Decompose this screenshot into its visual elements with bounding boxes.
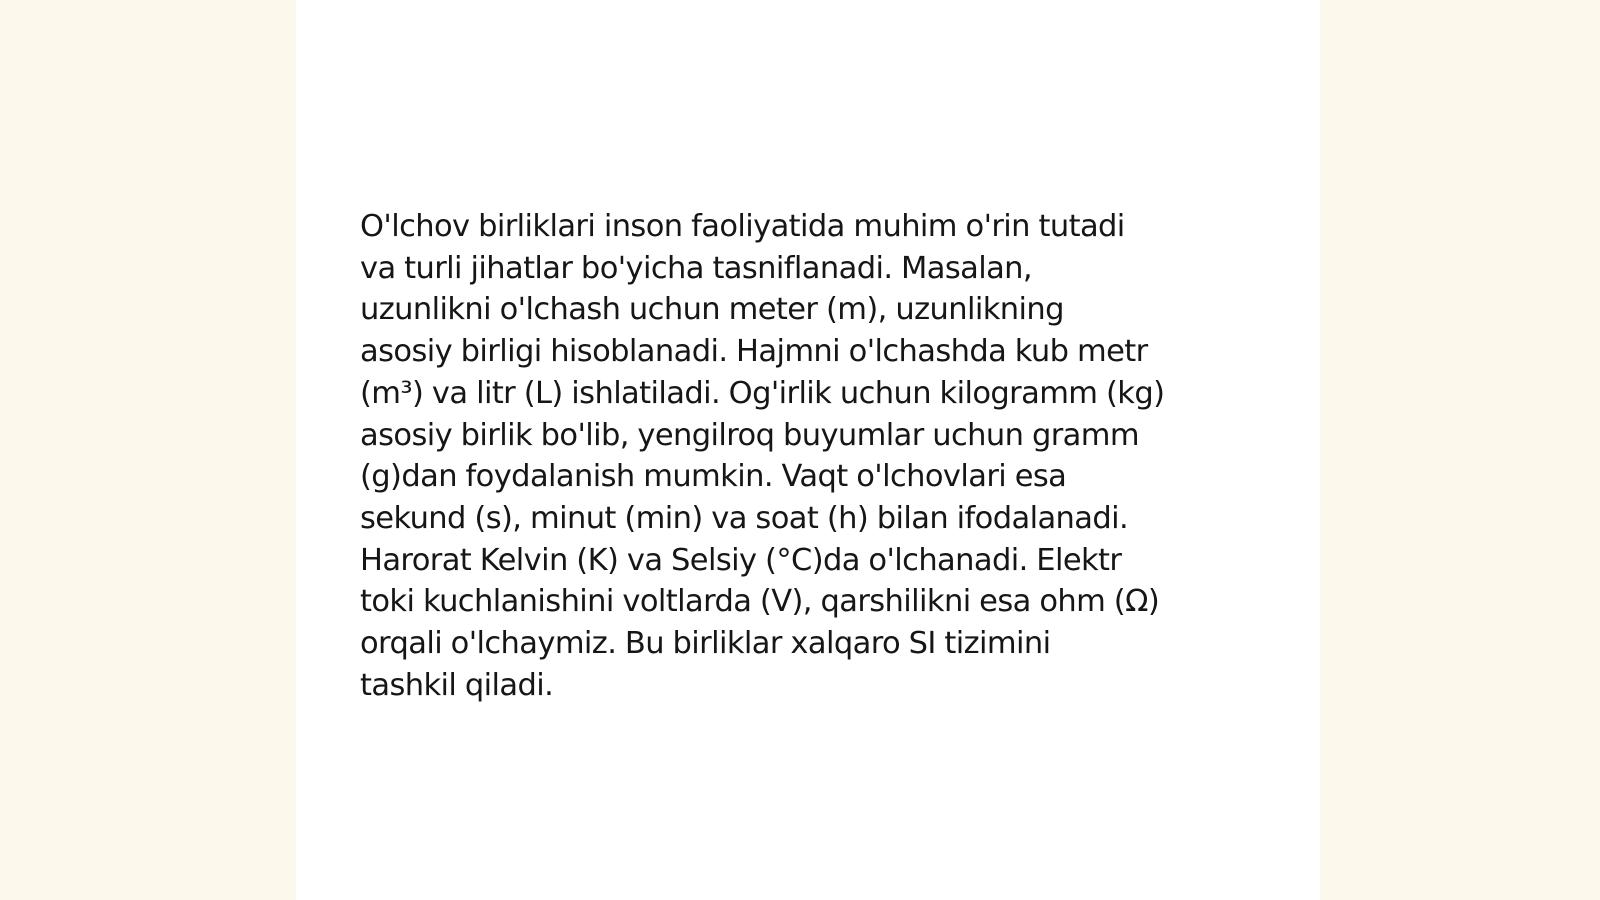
document-page: [296, 0, 1320, 900]
paragraph-line: sekund (s), minut (min) va soat (h) bilan ifodalanadi.: [360, 500, 1129, 536]
paragraph-line: asosiy birlik bo'lib, yengilroq buyumlar uchun gramm: [360, 417, 1139, 453]
paragraph-line: Harorat Kelvin (K) va Selsiy (°C)da o'lchanadi. Elektr: [360, 542, 1122, 578]
paragraph-line: va turli jihatlar bo'yicha tasniflanadi. Masalan,: [360, 250, 1033, 286]
body-paragraph: [360, 206, 1260, 706]
paragraph-line: (m³) va litr (L) ishlatiladi. Og'irlik uchun kilogramm (kg): [360, 375, 1165, 411]
paragraph-line: O'lchov birliklari inson faoliyatida muhim o'rin tutadi: [360, 209, 1125, 244]
paragraph-line: toki kuchlanishini voltlarda (V), qarshilikni esa ohm (Ω): [360, 584, 1160, 620]
paragraph-line: asosiy birligi hisoblanadi. Hajmni o'lchashda kub metr: [360, 334, 1148, 370]
paragraph-line: (g)dan foydalanish mumkin. Vaqt o'lchovlari esa: [360, 459, 1067, 495]
paragraph-line: orqali o'lchaymiz. Bu birliklar xalqaro SI tizimini: [360, 626, 1051, 662]
paragraph-line: uzunlikni o'lchash uchun meter (m), uzunlikning: [360, 292, 1064, 328]
paragraph-line: tashkil qiladi.: [360, 667, 554, 703]
